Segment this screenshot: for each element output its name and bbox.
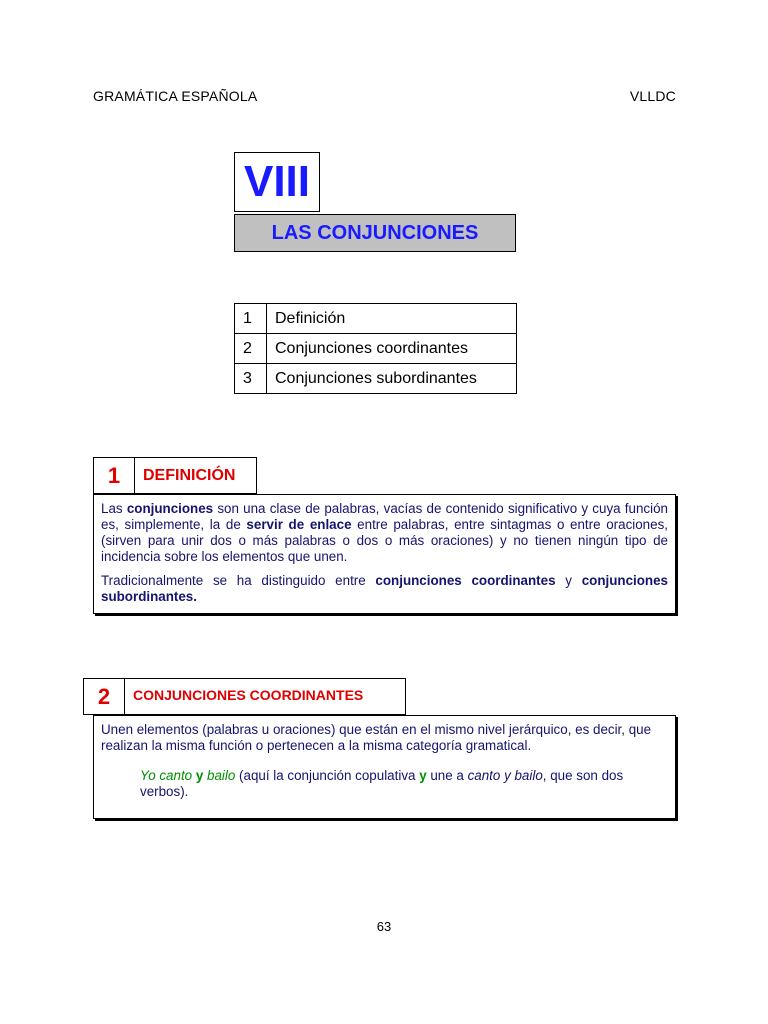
text-run: , que son dos verbos). [140,768,624,799]
definition-paragraph [101,501,668,565]
section-2-body [93,715,676,819]
toc-number: 3 [235,364,267,394]
example-conjunction: y [419,768,427,783]
text-run: Las [101,501,127,516]
text-run: entre palabras, entre sintagmas o entre oraciones, (sirven para unir dos o más palabras o dos o más oraciones) y no tienen ningún tipo de incidencia sobre los elementos que unen. [101,517,668,564]
toc-label: Definición [267,304,517,334]
example-paragraph [101,768,668,800]
chapter-number: VIII [234,152,320,212]
toc-row [235,304,517,334]
document-header-author: VLLDC [629,88,676,104]
document-header-title: GRAMÁTICA ESPAÑOLA [93,88,258,104]
section-2-title: CONJUNCIONES COORDINANTES [125,678,406,715]
coordinantes-paragraph: Unen elementos (palabras u oraciones) que están en el mismo nivel jerárquico, es decir, que realizan la misma función o pertenecen a la misma categoría gramatical. [101,722,652,753]
section-1-header [93,457,257,494]
term-servir-de-enlace: servir de enlace [246,517,352,532]
table-of-contents [234,303,517,394]
text-run: y [555,573,582,588]
toc-label: Conjunciones subordinantes [267,364,517,394]
example-text: bailo [203,768,236,783]
toc-number: 1 [235,304,267,334]
classification-paragraph [101,573,668,605]
term-subordinantes: conjunciones subordinantes. [101,573,668,604]
chapter-title: LAS CONJUNCIONES [234,214,516,252]
toc-label: Conjunciones coordinantes [267,334,517,364]
text-run: (aquí la conjunción copulativa [235,768,420,783]
term-coordinantes: conjunciones coordinantes [375,573,556,588]
section-1-title: DEFINICIÓN [135,457,257,494]
term-conjunciones: conjunciones [126,501,214,516]
toc-number: 2 [235,334,267,364]
section-1-number: 1 [93,457,135,494]
text-run: une a [426,768,468,783]
page-number: 63 [376,919,392,934]
example-conjunction: y [195,768,204,783]
example-italic: canto y bailo [467,768,543,783]
text-run: Tradicionalmente se ha distinguido entre [101,573,376,588]
section-2-number: 2 [83,678,125,715]
text-run: son una clase de palabras, vacías de contenido significativo y cuya función es, simplemente, la de [101,501,668,532]
example-text: Yo canto [140,768,196,783]
toc-row [235,364,517,394]
section-2-header [83,678,406,715]
section-1-body [93,494,676,614]
toc-row [235,334,517,364]
